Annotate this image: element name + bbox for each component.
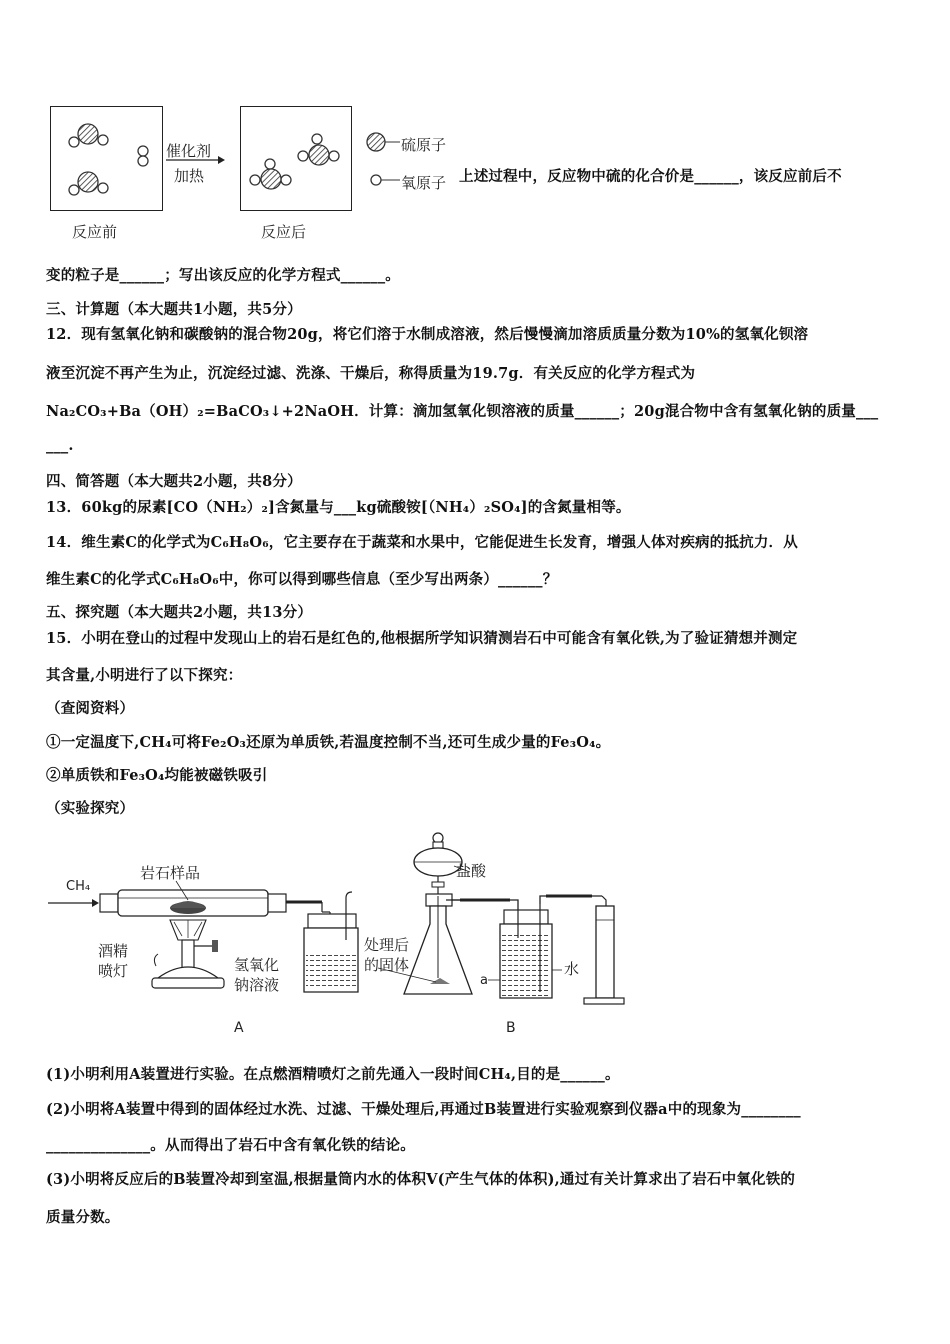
q14-line1: 14．维生素C的化学式为C₆H₈O₆，它主要存在于蔬菜和水果中，它能促进生长发育，增强人体对疾病的抵抗力．从 (46, 534, 798, 551)
question-3-line1: (3)小明将反应后的B装置冷却到室温,根据量筒内水的体积V(产生气体的体积),通过有关计算求出了岩石中氧化铁的 (46, 1171, 796, 1188)
after-label: 反应后 (261, 223, 307, 241)
q12-line4: ___. (46, 437, 74, 454)
sulfur-atom-icon (367, 133, 385, 151)
solid-label-2: 的固体 (364, 956, 410, 974)
acid-label: 盐酸 (456, 862, 487, 880)
gas-label: CH₄ (66, 879, 91, 894)
q12-line3: Na₂CO₃+Ba（OH）₂=BaCO₃↓+2NaOH．计算：滴加氢氧化钡溶液的质量______；20g混合物中含有氢氧化钠的质量___ (46, 403, 879, 420)
q12-line1: 12．现有氢氧化钠和碳酸钠的混合物20g，将它们溶于水制成溶液，然后慢慢滴加溶质质量分数为10%的氢氧化钡溶 (46, 326, 809, 343)
question-1: (1)小明利用A装置进行实验。在点燃酒精喷灯之前先通入一段时间CH₄,目的是______。 (46, 1066, 620, 1083)
reference-title: （查阅资料） (46, 700, 135, 717)
so2-molecule-1 (69, 124, 108, 147)
legend-oxygen-label: 氧原子 (401, 174, 447, 192)
so3-molecule-2 (250, 159, 291, 189)
q13-text: 13．60kg的尿素[CO（NH₂）₂]含氮量与___kg硫酸铵[（NH₄）₂SO₄]的含氮量相等。 (46, 499, 631, 516)
q11-text-line2: 变的粒子是______；写出该反应的化学方程式______。 (46, 267, 400, 284)
reference-item-2: ②单质铁和Fe₃O₄均能被磁铁吸引 (46, 767, 268, 784)
sample-label: 岩石样品 (140, 864, 201, 882)
solid-label-1: 处理后 (364, 936, 410, 954)
catalyst-label: 催化剂 (166, 142, 212, 160)
water-bottle-a (488, 904, 562, 998)
question-3-line2: 质量分数。 (46, 1209, 120, 1226)
legend-sulfur-label: 硫原子 (401, 136, 447, 154)
heating-label: 加热 (174, 167, 205, 185)
before-molecules-diagram (51, 107, 162, 210)
question-2-line1: (2)小明将A装置中得到的固体经过水洗、过滤、干燥处理后,再通过B装置进行实验观察到仪器a中的现象为________ (46, 1101, 801, 1118)
q12-line2: 液至沉淀不再产生为止，沉淀经过滤、洗涤、干燥后，称得质量为19.7g．有关反应的化学方程式为 (46, 365, 696, 382)
instrument-a-label: a (480, 973, 488, 988)
section3-heading: 三、计算题（本大题共1小题，共5分） (46, 301, 302, 318)
alcohol-blast-lamp (152, 920, 224, 988)
section4-heading: 四、简答题（本大题共2小题，共8分） (46, 473, 302, 490)
experiment-apparatus-diagram (40, 828, 630, 1040)
section5-heading: 五、探究题（本大题共2小题，共13分） (46, 604, 313, 621)
before-label: 反应前 (72, 223, 118, 241)
reference-item-1: ①一定温度下,CH₄可将Fe₂O₃还原为单质铁,若温度控制不当,还可生成少量的Fe₃O₄。 (46, 734, 611, 751)
naoh-wash-bottle (304, 892, 358, 992)
o2-molecule (138, 146, 148, 166)
question-2-line2: ______________。从而得出了岩石中含有氧化铁的结论。 (46, 1137, 415, 1154)
graduated-cylinder (584, 896, 624, 1004)
legend-symbols (364, 132, 404, 194)
q15-line2: 其含量,小明进行了以下探究： (46, 667, 243, 684)
oxygen-atom-icon (371, 175, 381, 185)
so3-molecule-1 (298, 134, 339, 165)
after-box (240, 106, 352, 211)
naoh-label-1: 氢氧化 (234, 956, 280, 974)
naoh-label-2: 钠溶液 (234, 976, 280, 994)
after-molecules-diagram (241, 107, 351, 210)
experiment-title: （实验探究） (46, 800, 135, 817)
before-box (50, 106, 163, 211)
q11-text-tail: 上述过程中，反应物中硫的化合价是______，该反应前后不 (459, 168, 842, 185)
water-label: 水 (564, 960, 580, 978)
lamp-label-1: 酒精 (98, 942, 129, 960)
combustion-tube (100, 890, 322, 916)
q14-line2: 维生素C的化学式C₆H₈O₆中，你可以得到哪些信息（至少写出两条）______？ (46, 571, 558, 588)
lamp-label-2: 喷灯 (98, 962, 129, 980)
apparatus-b-label: B (506, 1020, 516, 1036)
q15-line1: 15．小明在登山的过程中发现山上的岩石是红色的,他根据所学知识猜测岩石中可能含有氧化铁,为了验证猜想并测定 (46, 630, 798, 647)
apparatus-a-label: A (234, 1020, 244, 1036)
so2-molecule-2 (69, 172, 108, 195)
